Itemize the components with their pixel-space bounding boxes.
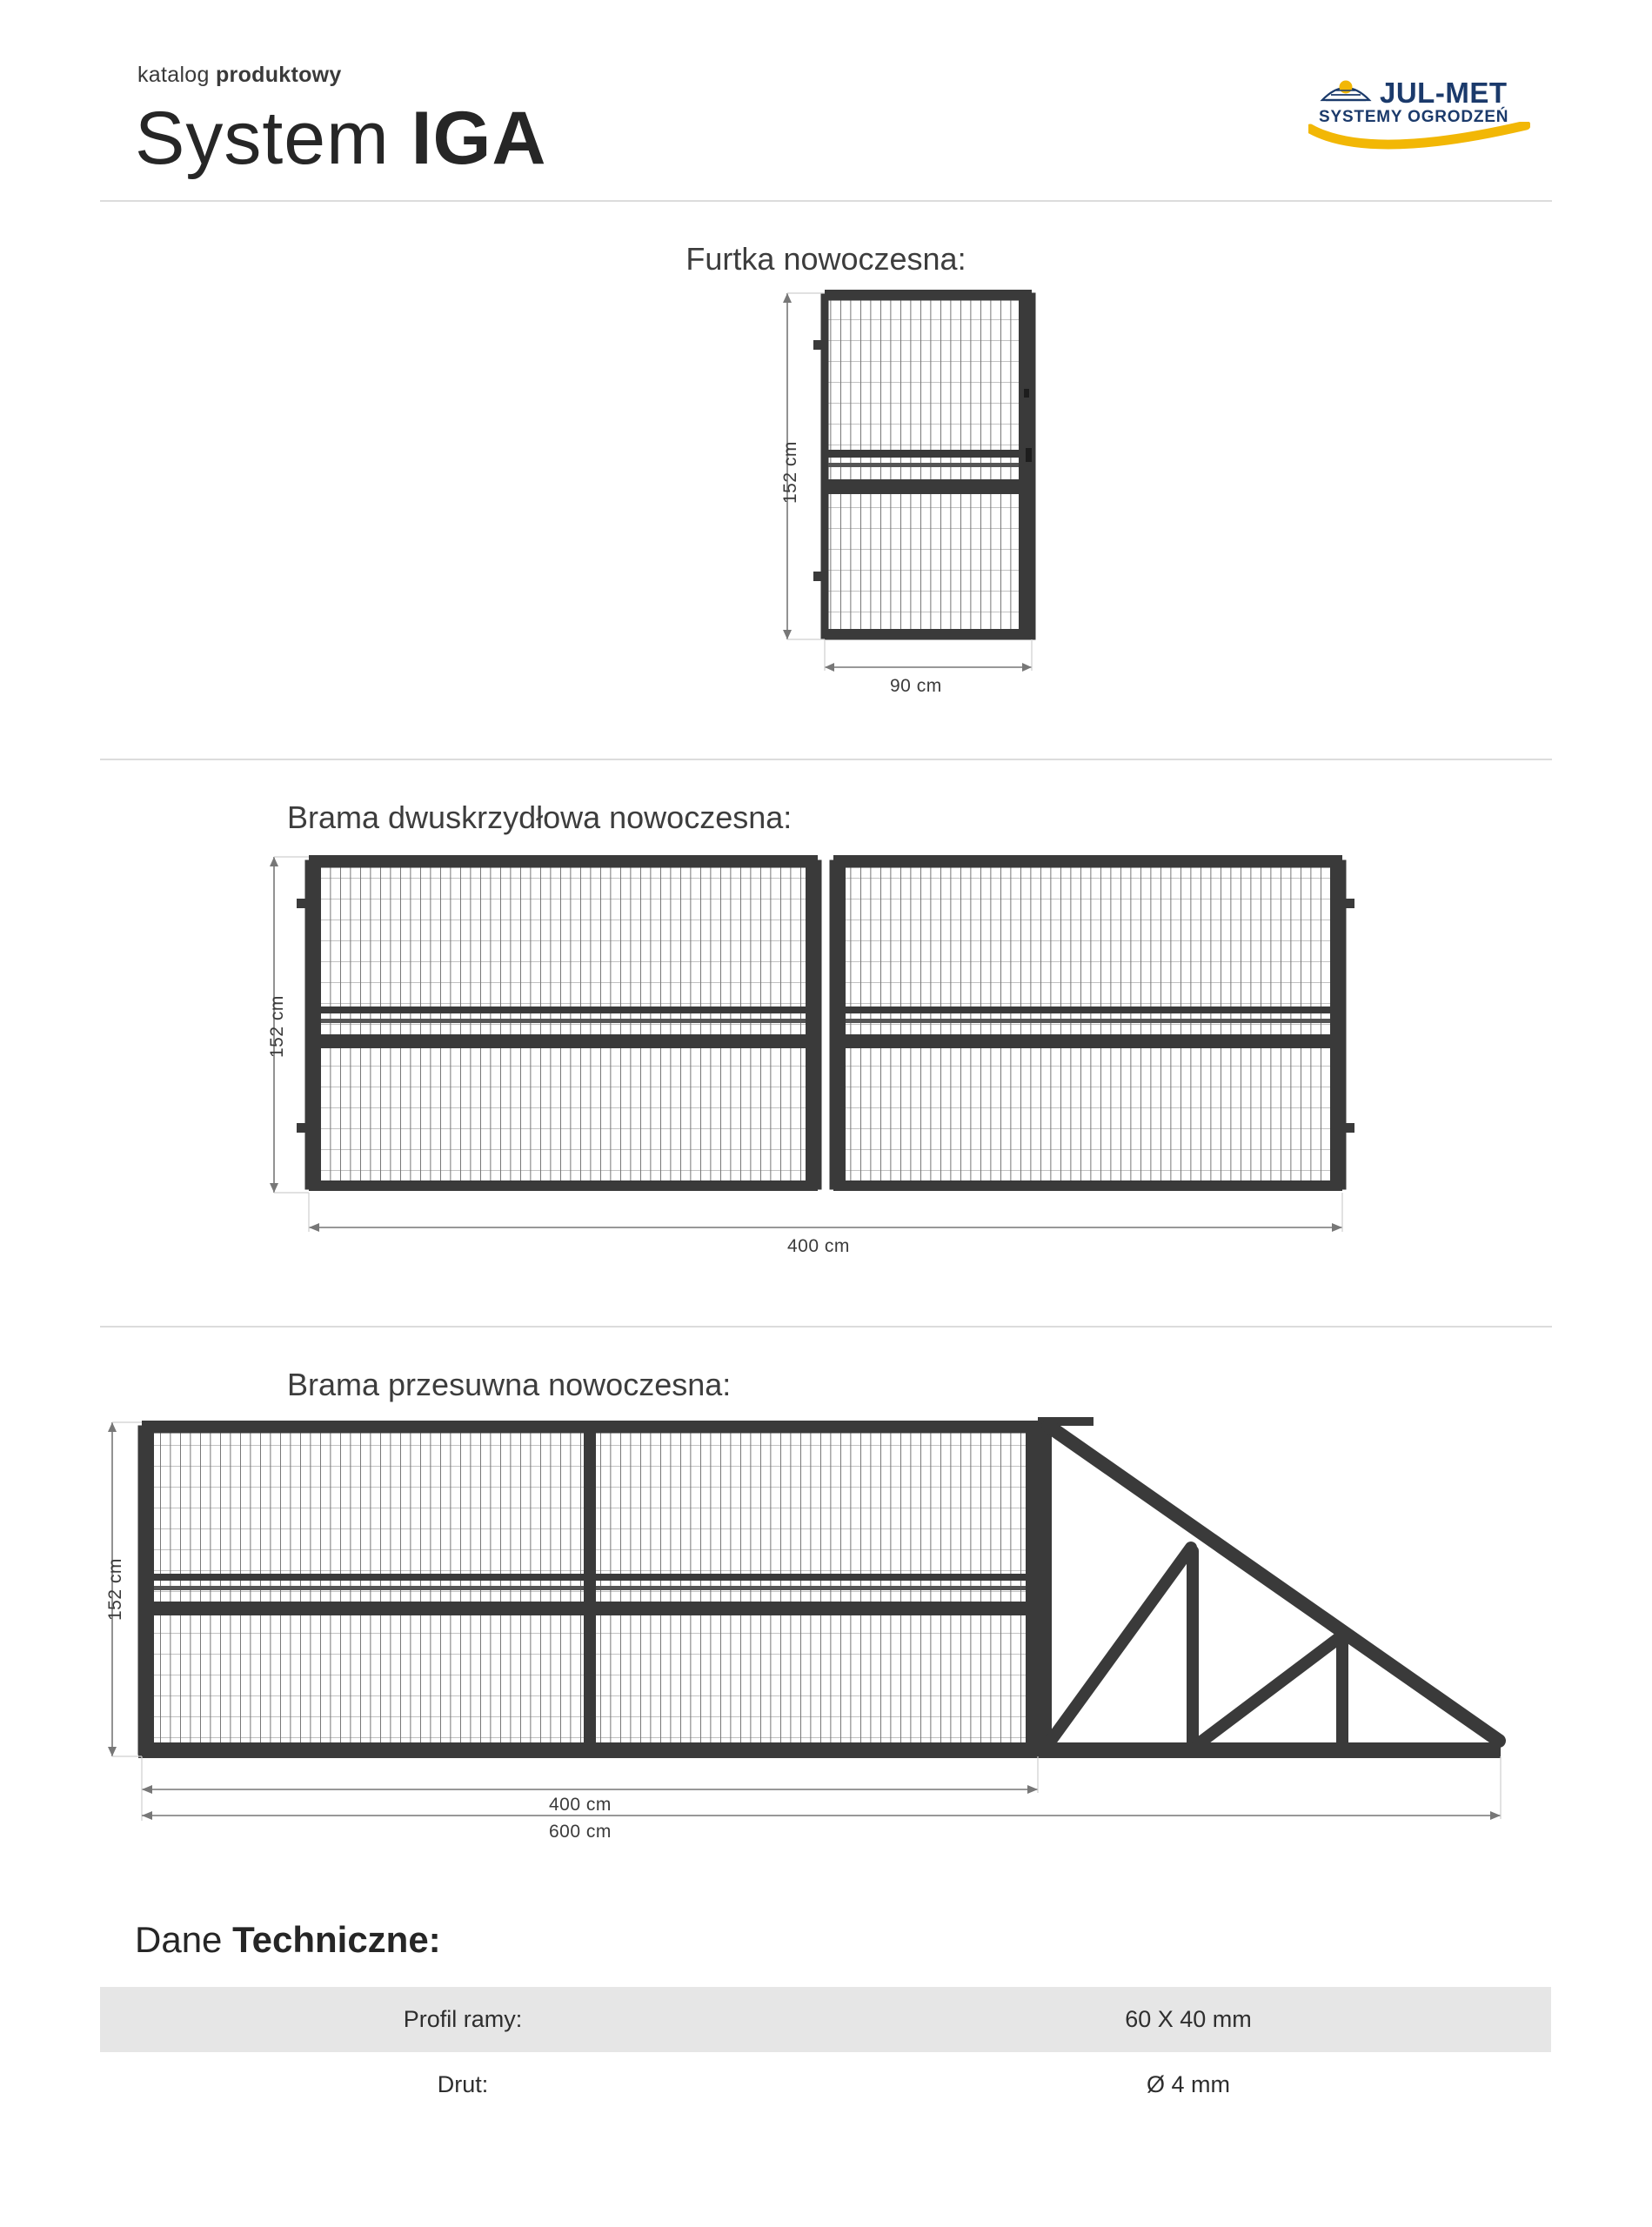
kicker-prefix: katalog: [137, 63, 216, 87]
drawing-sliding-gate: [100, 1403, 1552, 1890]
section-gate-wicket: [100, 202, 1552, 759]
sliding-gate-drawing-svg: [100, 1403, 1551, 1890]
tech-row-key: Drut:: [100, 2052, 826, 2117]
logo-mark-icon: [1319, 74, 1373, 105]
tech-title-light: Dane: [135, 1919, 233, 1960]
tech-row-value: 60 X 40 mm: [826, 1987, 1551, 2052]
section-double-gate: [100, 760, 1552, 1326]
tech-row-key: Profil ramy:: [100, 1987, 826, 2052]
kicker-bold: produktowy: [215, 63, 342, 87]
logo-tagline: SYSTEMY OGRODZEŃ: [1319, 108, 1509, 126]
section-title-double-gate: Brama dwuskrzydłowa nowoczesna:: [287, 799, 793, 835]
tech-title-bold: Techniczne:: [232, 1919, 441, 1960]
sliding-gate-total-width-label: 600 cm: [549, 1822, 612, 1842]
logo-swoosh-icon: [1308, 122, 1530, 157]
double-gate-height-label: 152 cm: [267, 995, 287, 1058]
sliding-gate-leaf-width-label: 400 cm: [549, 1795, 612, 1815]
drawing-double-gate: [100, 836, 1552, 1288]
tech-row-value: Ø 4 mm: [826, 2052, 1551, 2117]
section-technical-data: [100, 1919, 1552, 2117]
double-gate-drawing-svg: [100, 836, 1551, 1288]
sliding-gate-height-label: 152 cm: [105, 1558, 125, 1621]
page-header: [100, 0, 1552, 200]
wicket-drawing-svg: [100, 278, 1551, 730]
logo-name: JUL-MET: [1380, 77, 1508, 109]
table-row: [100, 2052, 1551, 2117]
technical-data-table: [100, 1987, 1551, 2117]
double-gate-width-label: 400 cm: [787, 1236, 850, 1256]
wicket-width-label: 90 cm: [890, 676, 942, 696]
section-title-wicket: Furtka nowoczesna:: [686, 241, 966, 277]
drawing-wicket: [100, 278, 1552, 730]
catalog-kicker: [137, 63, 342, 88]
table-row: [100, 1987, 1551, 2052]
page-title: [135, 96, 547, 182]
section-title-sliding-gate: Brama przesuwna nowoczesna:: [287, 1367, 732, 1402]
title-light: System: [135, 97, 411, 180]
brand-logo: [1300, 70, 1535, 165]
wicket-height-label: 152 cm: [780, 441, 800, 504]
title-bold: IGA: [411, 97, 547, 180]
section-sliding-gate: [100, 1328, 1552, 1919]
technical-data-title: [100, 1919, 1552, 1961]
